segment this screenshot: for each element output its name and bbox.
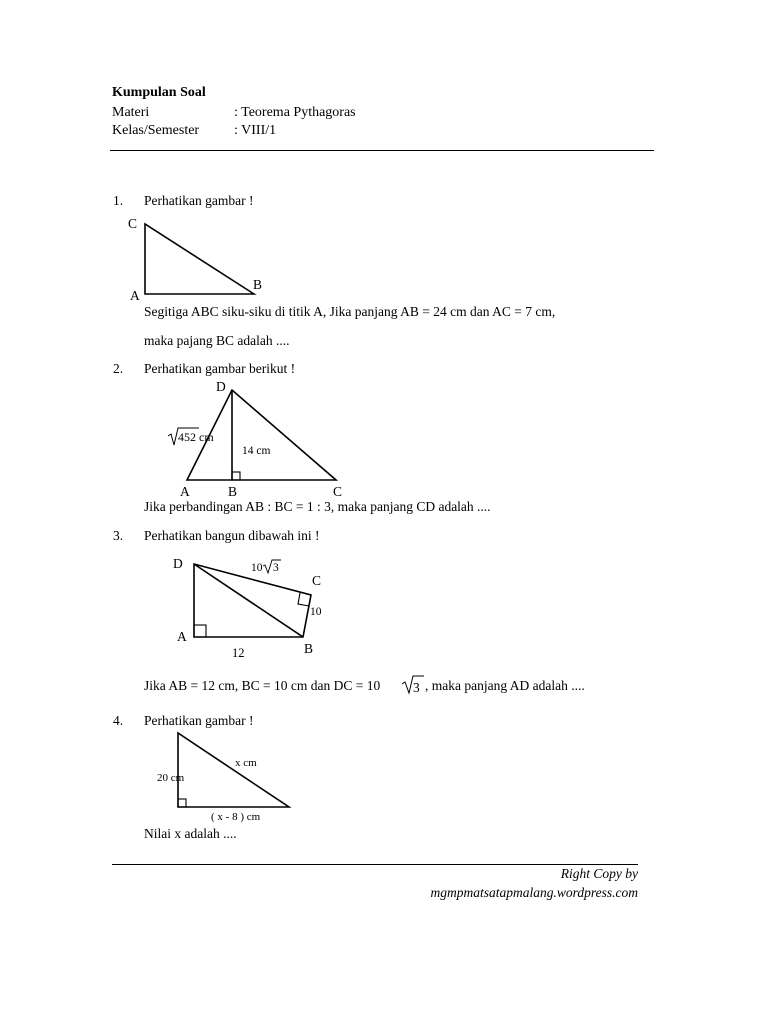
q1-label-b: B <box>253 277 263 292</box>
materi-value: : Teorema Pythagoras <box>234 105 356 120</box>
footer-divider <box>112 864 638 865</box>
doc-title: Kumpulan Soal <box>112 85 206 100</box>
q3-label-b: B <box>304 641 314 656</box>
q3-ab-label: 12 <box>232 646 245 660</box>
q3-number: 3. <box>113 528 124 543</box>
q3-dc-root: 3 <box>273 562 279 574</box>
footer-website: mgmpmatsatapmalang.wordpress.com <box>430 885 638 900</box>
kelas-value: : VIII/1 <box>234 123 277 138</box>
q3-label-d: D <box>173 556 183 571</box>
q2-label-a: A <box>180 484 190 499</box>
q3-text-after: , maka panjang AD adalah .... <box>425 678 585 693</box>
q3-dc-coef: 10 <box>251 562 263 574</box>
q4-number: 4. <box>113 713 124 728</box>
q1-label-c: C <box>128 216 138 231</box>
q3-bc-label: 10 <box>310 606 322 618</box>
q4-right-angle-marker <box>178 799 186 807</box>
q1-text-line2: maka pajang BC adalah .... <box>144 333 290 348</box>
q1-number: 1. <box>113 193 124 208</box>
kelas-label: Kelas/Semester <box>112 123 200 138</box>
q2-label-c: C <box>333 484 343 499</box>
q3-text-root: 3 <box>413 680 420 695</box>
q3-label-c: C <box>312 573 322 588</box>
q4-hyp-label: x cm <box>235 757 257 769</box>
q4-base-label: ( x - 8 ) cm <box>211 811 261 823</box>
q2-prompt: Perhatikan gambar berikut ! <box>144 361 296 376</box>
q3-prompt: Perhatikan bangun dibawah ini ! <box>144 528 320 543</box>
q1-prompt: Perhatikan gambar ! <box>144 193 254 208</box>
q1-label-a: A <box>130 288 140 303</box>
q2-label-b: B <box>228 484 238 499</box>
q1-text-line1: Segitiga ABC siku-siku di titik A, Jika panjang AB = 24 cm dan AC = 7 cm, <box>144 304 556 319</box>
q2-label-d: D <box>216 379 226 394</box>
materi-label: Materi <box>112 105 150 120</box>
footer-credit: Right Copy by <box>560 866 638 881</box>
q4-text: Nilai x adalah .... <box>144 826 237 841</box>
q4-triangle <box>178 733 289 807</box>
q4-leg-label: 20 cm <box>157 772 185 784</box>
q2-text: Jika perbandingan AB : BC = 1 : 3, maka panjang CD adalah .... <box>144 499 491 514</box>
q4-prompt: Perhatikan gambar ! <box>144 713 254 728</box>
q2-number: 2. <box>113 361 124 376</box>
q3-label-a: A <box>177 629 187 644</box>
q3-text-before: Jika AB = 12 cm, BC = 10 cm dan DC = 10 <box>144 678 381 693</box>
q2-side-ad-label: 452 cm <box>178 430 214 444</box>
q2-height-label: 14 cm <box>242 445 271 457</box>
